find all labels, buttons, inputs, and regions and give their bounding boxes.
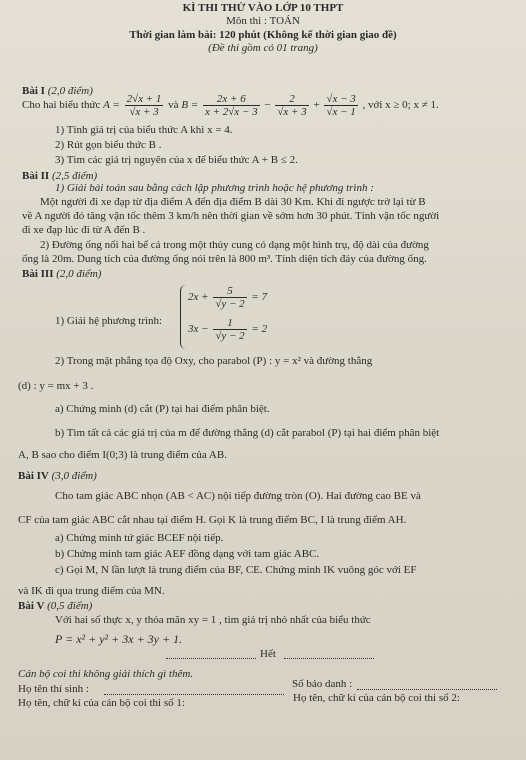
expr-b-term1-num: 2x + 6 (203, 93, 260, 106)
bai2-heading (22, 170, 97, 182)
eq1-fraction (213, 285, 246, 310)
pages-note: (Đề thi gồm có 01 trang) (208, 42, 318, 54)
bai3-title: Bài III (22, 268, 54, 280)
end-marker: Hết (260, 648, 276, 660)
footer-note: Cán bộ coi thi không giải thích gì thêm. (18, 668, 194, 680)
proctor1-label: Họ tên, chữ kí của cán bộ coi thi số 1: (18, 697, 185, 709)
bai3-heading (22, 268, 101, 280)
eq2-left: 3x − (188, 323, 209, 336)
bai3-qb1: b) Tìm tất cả các giá trị của m để đường thẳng (d) cắt parabol (P) tại hai điểm phân biệt (55, 427, 440, 439)
expr-b-term2-num: 2 (275, 93, 308, 106)
expr-b-op1: − (264, 99, 271, 112)
bai2-p5: 2) Đường ống nối hai bể cá trong một thủy cung có dạng một hình trụ, độ dài của đường (40, 239, 429, 251)
bai4-title: Bài IV (18, 470, 49, 482)
bai1-q1: 1) Tính giá trị của biểu thức A khi x = 4. (55, 124, 233, 136)
time-line: Thời gian làm bài: 120 phút (Không kể thời gian giao đề) (129, 29, 397, 41)
bai5-points: (0,5 điểm) (47, 600, 93, 612)
eq1-den: √y − 2 (215, 298, 245, 310)
expr-b-term2-den: √x + 3 (277, 106, 307, 118)
bai1-q2: 2) Rút gọn biểu thức B . (55, 139, 162, 151)
eq2-num: 1 (213, 317, 246, 330)
bai3-q1: 1) Giải hệ phương trình: (55, 315, 163, 327)
bai2-p1: 1) Giải bài toán sau bằng cách lập phương trình hoặc hệ phương trình : (55, 182, 374, 194)
bai5-heading (18, 600, 92, 612)
bai1-title: Bài I (22, 85, 45, 97)
expr-a-denominator: √x + 3 (129, 106, 159, 118)
system-eq2 (188, 317, 267, 342)
bai2-title: Bài II (22, 170, 50, 182)
expr-a-numerator: 2√x + 1 (126, 93, 162, 105)
bai1-q3: 3) Tìm các giá trị nguyên của x để biểu thức A + B ≤ 2. (55, 154, 298, 166)
bai1-expressions (22, 93, 439, 118)
eq1-num: 5 (213, 285, 246, 298)
expr-a-lhs: A = (103, 99, 120, 112)
candidate-number-label: Số báo danh : (292, 678, 353, 690)
eq1-left: 2x + (188, 291, 209, 304)
expr-b-lhs: B = (181, 99, 199, 112)
bai3-qb2: A, B sao cho điểm I(0;3) là trung điểm của AB. (18, 449, 227, 461)
bai1-intro: Cho hai biểu thức (22, 99, 101, 112)
bai2-p6: ống là 20m. Dung tích của đường ống nói trên là 800 m³. Tính diện tích đáy của đường ống. (22, 253, 427, 265)
bai5-title: Bài V (18, 600, 45, 612)
bai2-p3: về A người đó tăng vận tốc thêm 3 km/h nên thời gian về sớm hơn 30 phút. Tính vận tốc người (22, 210, 440, 222)
eq1-right: = 7 (251, 291, 268, 304)
proctor2-label: Họ tên, chữ kí của cán bộ coi thi số 2: (293, 692, 460, 704)
bai4-p1: Cho tam giác ABC nhọn (AB < AC) nội tiếp đường tròn (O). Hai đường cao BE và (55, 490, 421, 502)
system-brace (180, 285, 187, 349)
expr-b-term2 (275, 93, 308, 118)
het-dots-left (166, 658, 256, 659)
eq2-fraction (213, 317, 246, 342)
bai5-p1: Với hai số thực x, y thỏa mãn xy = 1 , tìm giá trị nhỏ nhất của biểu thức (55, 614, 371, 626)
domain-condition: , với x ≥ 0; x ≠ 1. (362, 99, 439, 112)
het-dots-right (284, 658, 374, 659)
eq2-den: √y − 2 (215, 330, 245, 342)
bai4-points: (3,0 điểm) (51, 470, 97, 482)
bai4-qb: b) Chứng minh tam giác AEF đồng dạng với tam giác ABC. (55, 548, 320, 560)
bai3-points: (2,0 điểm) (56, 268, 102, 280)
bai4-heading (18, 470, 97, 482)
bai2-p4: đi xe đạp lúc đi từ A đến B . (22, 224, 146, 236)
expr-b-term3 (324, 93, 357, 118)
bai4-qc1: c) Gọi M, N lần lượt là trung điểm của BF, CE. Chứng minh IK vuông góc với EF (55, 564, 417, 576)
bai1-points: (2,0 điểm) (47, 85, 93, 97)
candidate-number-dots (357, 689, 497, 690)
expr-b-term1-den: x + 2√x − 3 (204, 106, 258, 118)
candidate-name-label: Họ tên thí sinh : (18, 683, 89, 695)
expr-b-term1 (203, 93, 260, 118)
bai2-points: (2,5 điểm) (51, 170, 98, 182)
exam-title: KÌ THI THỬ VÀO LỚP 10 THPT (182, 2, 344, 14)
bai3-q2b: (d) : y = mx + 3 . (18, 380, 94, 392)
eq2-right: = 2 (251, 323, 268, 336)
subject-line: Môn thi : TOÁN (226, 15, 300, 27)
bai4-p2: CF của tam giác ABC cắt nhau tại điểm H. Gọi K là trung điểm BC, I là trung điểm AH. (18, 514, 407, 526)
expr-b-op2: + (313, 99, 320, 112)
bai3-q2a: 2) Trong mặt phẳng tọa độ Oxy, cho parabol (P) : y = x² và đường thẳng (55, 355, 373, 367)
bai5-expression: P = x² + y² + 3x + 3y + 1. (55, 632, 183, 646)
bai3-qa: a) Chứng minh (d) cắt (P) tại hai điểm phân biệt. (55, 403, 270, 415)
bai4-qa: a) Chứng minh tứ giác BCEF nội tiếp. (55, 532, 224, 544)
expr-a-fraction (125, 93, 164, 118)
bai4-qc2: và IK đi qua trung điểm của MN. (18, 585, 165, 597)
bai2-p2: Một người đi xe đạp từ địa điểm A đến địa điểm B dài 30 Km. Khi đi ngược trở lại từ B (40, 196, 426, 208)
candidate-name-dots (104, 694, 284, 695)
expr-b-term3-den: √x − 1 (326, 106, 356, 118)
system-eq1 (188, 285, 267, 310)
and-word: và (168, 99, 179, 112)
expr-b-term3-num: √x − 3 (326, 93, 356, 105)
